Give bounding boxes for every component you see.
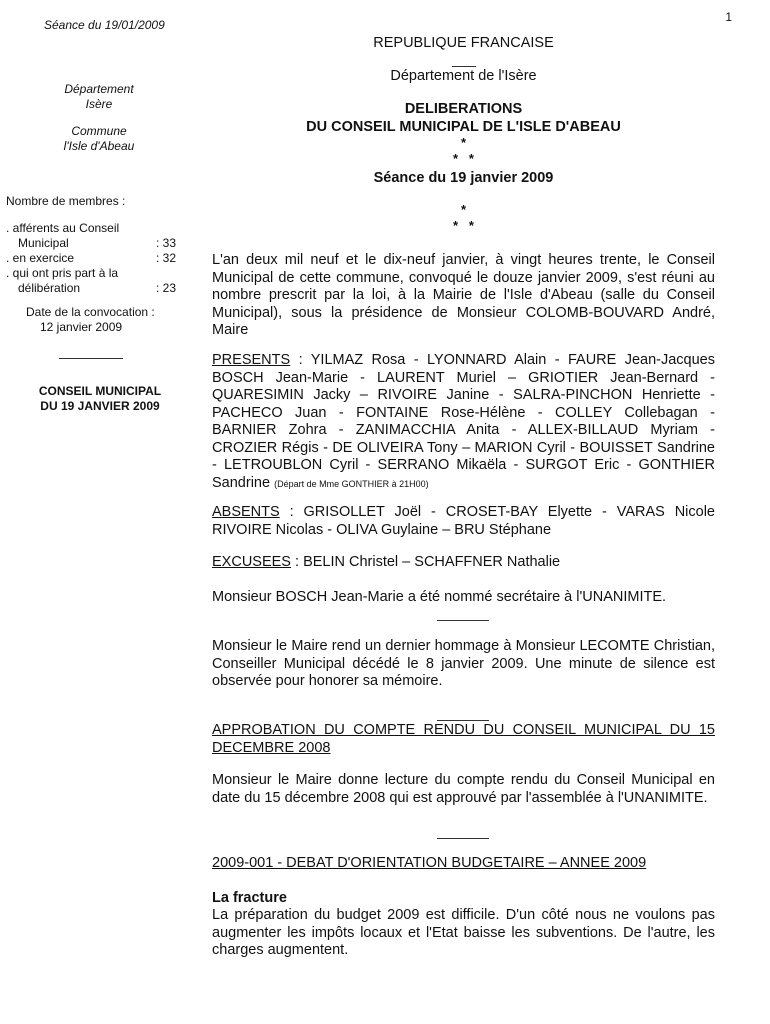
hommage-paragraph: Monsieur le Maire rend un dernier hommage à Monsieur LECOMTE Christian, Conseiller Municipal décédé le 8 janvier 2009. Une minute de silence est observée pour honorer sa mémoire.: [212, 638, 715, 689]
member-label: . qui ont pris part à la: [6, 266, 119, 280]
convocation-label: Date de la convocation :: [26, 305, 155, 319]
member-value: : 33: [155, 236, 176, 250]
page-number: 1: [725, 10, 732, 24]
member-row-exercice: [6, 251, 176, 266]
fracture-paragraph: La préparation du budget 2009 est difficile. D'un côté nous ne voulons pas augmenter les impôts locaux et l'Etat baisse les subventions. De l'autre, les charges augmentent.: [212, 907, 715, 958]
left-divider: [59, 358, 123, 359]
excusees-names: : BELIN Christel – SCHAFFNER Nathalie: [290, 554, 561, 570]
debat-title: 2009-001 - DEBAT D'ORIENTATION BUDGETAIRE – ANNEE 2009: [212, 855, 647, 871]
deliberations-line1: DELIBERATIONS: [404, 101, 523, 117]
member-label-cont: Municipal: [18, 236, 69, 250]
members-list: [6, 221, 176, 295]
fracture-title: La fracture: [212, 890, 287, 906]
star-row: * *: [453, 218, 474, 233]
presents-note: (Départ de Mme GONTHIER à 21H00): [274, 478, 429, 489]
divider: [437, 838, 489, 839]
commune-name: l'Isle d'Abeau: [63, 139, 135, 153]
excusees-label: EXCUSEES: [212, 554, 291, 570]
member-label: . afférents au Conseil: [6, 221, 120, 235]
departement-label: Département: [64, 82, 134, 96]
stars-bottom: [212, 202, 715, 234]
conseil-title: [22, 384, 178, 414]
intro-paragraph: L'an deux mil neuf et le dix-neuf janvier, à vingt heures trente, le Conseil Municipal de cette commune, convoqué le douze janvier 2009, s'est réuni au nombre prescrit par la loi, à la Mairie de l'Isle d'Abeau (salle du Conseil Municipal), sous la présidence de Monsieur COLOMB-BOUVARD André, Maire: [212, 252, 715, 338]
star-row: *: [460, 135, 467, 150]
republique-title: REPUBLIQUE FRANCAISE: [373, 35, 554, 51]
commune-block: [40, 124, 158, 154]
absents-label: ABSENTS: [212, 504, 280, 520]
nombre-membres-label: Nombre de membres :: [6, 194, 126, 208]
divider: [437, 620, 489, 621]
departement-title: Département de l'Isère: [390, 68, 537, 84]
member-label-cont: délibération: [18, 281, 81, 295]
departement-name: Isère: [85, 97, 113, 111]
conseil-title-line1: CONSEIL MUNICIPAL: [38, 384, 162, 398]
presents-names: : YILMAZ Rosa - LYONNARD Alain - FAURE Jean-Jacques BOSCH Jean-Marie - LAURENT Muriel – GRIOTIER Jean-Bernard - QUARESIMIN Jacky – RIVOIRE Janine - SALRA-PINCHON Henriette - PACHECO Juan - FONTAINE Rose-Hélène - COLLEY Collebagan - BARNIER Zohra - ZANIMACCHIA Anita - ALLEX-BILLAUD Myriam - CROZIER Régis - DE OLIVEIRA Tony – MARION Cyril - BOUISSET Sandrine - LETROUBLON Cyril - SERRANO Mikaëla - SURGOT Eric - GONTHIER Sandrine: [212, 352, 715, 491]
presents-paragraph: [212, 352, 715, 493]
approbation-paragraph: Monsieur le Maire donne lecture du compte rendu du Conseil Municipal en date du 15 décembre 2008 qui est approuvé par l'assemblée à l'UNANIMITE.: [212, 772, 715, 806]
presents-label: PRESENTS: [212, 352, 291, 368]
absents-paragraph: [212, 504, 715, 539]
secretaire-paragraph: Monsieur BOSCH Jean-Marie a été nommé secrétaire à l'UNANIMITE.: [212, 589, 667, 605]
deliberations-title: [212, 100, 715, 136]
excusees-paragraph: [212, 554, 715, 572]
divider: [437, 720, 489, 721]
member-row-afferents: [6, 221, 176, 251]
header-divider: [452, 66, 476, 67]
seance-title: Séance du 19 janvier 2009: [373, 170, 554, 186]
deliberations-line2: DU CONSEIL MUNICIPAL DE L'ISLE D'ABEAU: [306, 119, 621, 135]
approbation-title: APPROBATION DU COMPTE RENDU DU CONSEIL MUNICIPAL DU 15 DECEMBRE 2008: [212, 722, 715, 756]
convocation-date: 12 janvier 2009: [40, 320, 123, 334]
stars-top: [212, 135, 715, 167]
star-row: *: [460, 202, 467, 217]
member-row-deliberation: [6, 266, 176, 296]
absents-names: : GRISOLLET Joël - CROSET-BAY Elyette - VARAS Nicole RIVOIRE Nicolas - OLIVA Guylaine – BRU Stéphane: [212, 504, 715, 538]
seance-header: Séance du 19/01/2009: [44, 18, 165, 32]
member-value: : 23: [155, 281, 176, 295]
commune-label: Commune: [71, 124, 127, 138]
star-row: * *: [453, 151, 474, 166]
departement-block: [40, 82, 158, 112]
member-label: . en exercice: [6, 251, 75, 265]
conseil-title-line2: DU 19 JANVIER 2009: [40, 399, 160, 413]
member-value: : 32: [155, 251, 176, 265]
